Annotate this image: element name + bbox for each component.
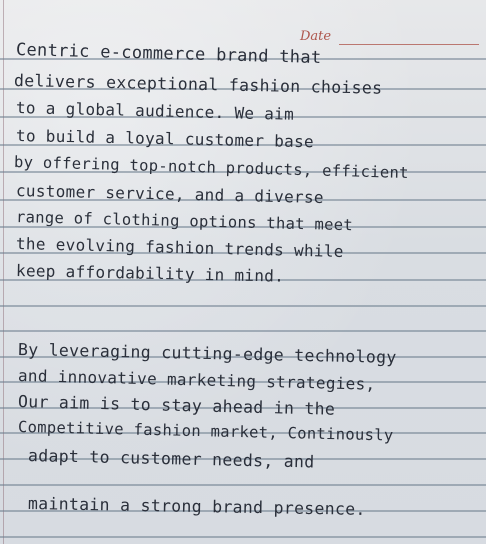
paragraph-2-line-3: Our aim is to stay ahead in the	[17, 392, 336, 419]
paragraph-1-line-5: by offering top-notch products, efficient	[13, 153, 410, 183]
date-label: Date	[300, 29, 332, 44]
ruled-line	[0, 330, 486, 332]
paragraph-1-line-9: keep affordability in mind.	[15, 261, 285, 286]
date-line	[339, 44, 479, 45]
paragraph-1-line-6: customer service, and a diverse	[15, 181, 325, 207]
paragraph-1-line-7: range of clothing options that meet	[15, 208, 354, 235]
margin-line	[3, 0, 4, 544]
ruled-line	[0, 305, 486, 307]
ruled-line	[0, 536, 486, 538]
paragraph-1-line-8: the evolving fashion trends while	[15, 234, 344, 262]
paragraph-2-line-1: By leveraging cutting-edge technology	[17, 340, 397, 367]
paragraph-2-line-6: maintain a strong brand presence.	[27, 494, 366, 519]
paragraph-2-line-5: adapt to customer needs, and	[27, 446, 315, 472]
paragraph-1-line-3: to a global audience. We aim	[15, 98, 295, 124]
paragraph-2-line-4: Competitive fashion market, Continously	[17, 418, 394, 445]
paragraph-1-line-2: delivers exceptional fashion choises	[13, 71, 383, 98]
paragraph-2-line-2: and innovative marketing strategies,	[17, 366, 376, 394]
ruled-line	[0, 484, 486, 486]
paragraph-1-line-1: Centric e-commerce brand that	[15, 40, 322, 68]
paragraph-1-line-4: to build a loyal customer base	[15, 126, 315, 152]
